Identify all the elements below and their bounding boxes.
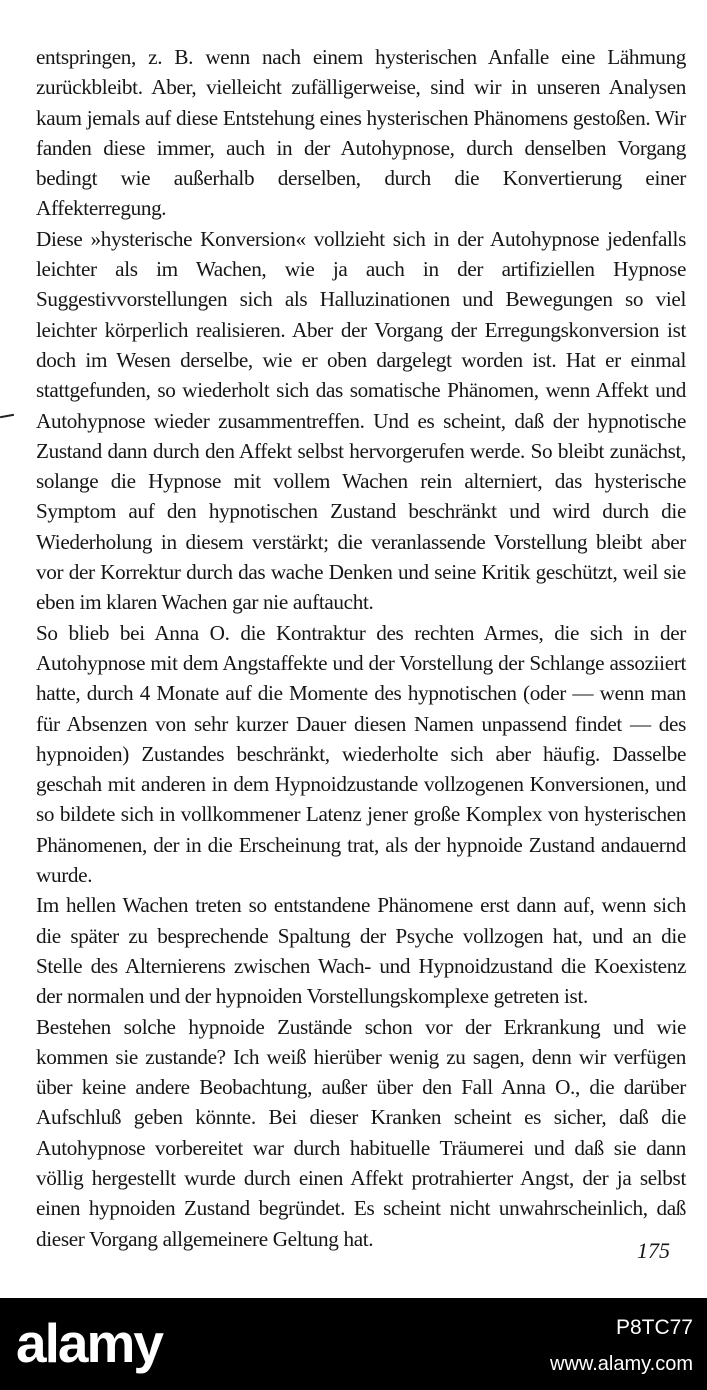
- paragraph-2: Diese »hysterische Konversion« vollzieht sich in der Autohypnose jedenfalls leichter als im Wachen, wie ja auch in der artifiziellen Hypnose Suggestivvorstellungen sich als Halluzinationen und Bewegungen so viel leichter körperlich realisieren. Aber der Vorgang der Erregungskonversion ist doch im Wesen derselbe, wie er oben dargelegt worden ist. Hat er einmal stattgefunden, so wiederholt sich das somatische Phänomen, wenn Affekt und Autohypnose wieder zusammentreffen. Und es scheint, daß der hypnotische Zustand dann durch den Affekt selbst hervorgerufen werde. So bleibt zunächst, solange die Hypnose mit vollem Wachen rein alterniert, das hysterische Symptom auf den hypnotischen Zustand beschränkt und wird durch die Wiederholung in diesem verstärkt; die veranlassende Vorstellung bleibt aber vor der Korrektur durch das wache Denken und seine Kritik geschützt, weil sie eben im klaren Wachen gar nie auftaucht.: [36, 226, 686, 615]
- paragraph-1: entspringen, z. B. wenn nach einem hysterischen Anfalle eine Lähmung zurückbleibt. Aber, vielleicht zufälligerweise, sind wir in unseren Analysen kaum jemals auf diese Entstehung eines hysterischen Phänomens gestoßen. Wir fanden diese immer, auch in der Autohypnose, durch denselben Vorgang bedingt wie außerhalb derselben, durch die Konvertierung einer Affekterregung.: [36, 45, 686, 221]
- body-text: [36, 42, 686, 1254]
- paragraph-4: Im hellen Wachen treten so entstandene Phänomene erst dann auf, wenn sich die später zu besprechende Spaltung der Psyche vollzogen hat, und an die Stelle des Alternierens zwischen Wach- und Hypnoidzustand die Koexistenz der normalen und der hypnoiden Vorstellungskomplexe getreten ist.: [36, 893, 686, 1009]
- paragraph-5: Bestehen solche hypnoide Zustände schon vor der Erkrankung und wie kommen sie zustande? Ich weiß hierüber wenig zu sagen, denn wir verfügen über keine andere Beobachtung, außer über den Fall Anna O., die darüber Aufschluß geben könnte. Bei dieser Kranken scheint es sicher, daß die Autohypnose vorbereitet war durch habituelle Träumerei und daß sie dann völlig hergestellt wurde durch einen Affekt protrahierter Angst, der ja selbst einen hypnoiden Zustand begründet. Es scheint nicht unwahrscheinlich, daß dieser Vorgang allgemeinere Geltung hat.: [36, 1014, 686, 1251]
- page-edge-mark: [0, 414, 14, 418]
- brand-logo: alamy: [16, 1312, 162, 1374]
- watermark-footer: [0, 1298, 707, 1390]
- paragraph-3: So blieb bei Anna O. die Kontraktur des rechten Armes, die sich in der Autohypnose mit dem Angstaffekte und der Vorstellung der Schlange assoziiert hatte, durch 4 Monate auf die Momente des hypnotischen (oder — wenn man für Absenzen von sehr kurzer Dauer diesen Namen unpassend findet — des hypnoiden) Zustandes beschränkt, wiederholte sich aber häufig. Dasselbe geschah mit anderen in dem Hypnoidzustande vollzogenen Konversionen, und so bildete sich in vollkommener Latenz jener große Komplex von hysterischen Phänomenen, der in die Erscheinung trat, als der hypnoide Zustand andauernd wurde.: [36, 620, 686, 888]
- page-number: 175: [637, 1238, 670, 1263]
- footer-url: www.alamy.com: [550, 1353, 693, 1375]
- image-id: P8TC77: [615, 1316, 693, 1339]
